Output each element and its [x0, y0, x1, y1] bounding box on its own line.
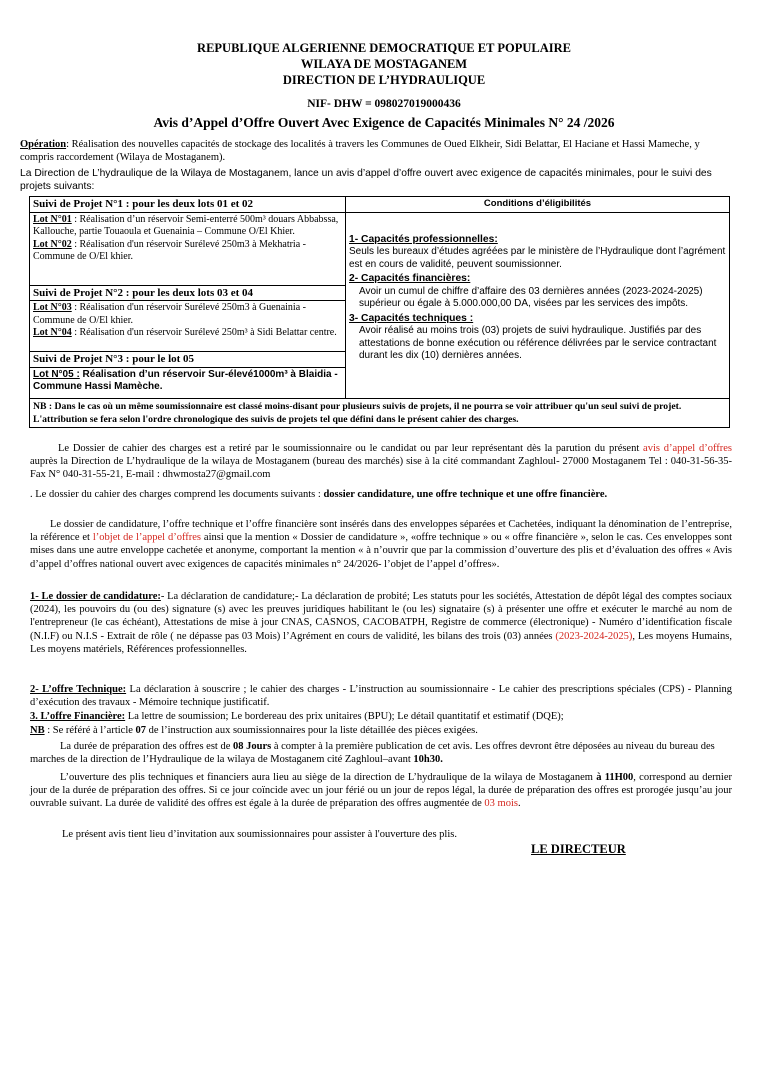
paragraph-retrait: [30, 442, 732, 482]
section-offre-financiere: [30, 710, 732, 723]
paragraph-enveloppes: [30, 518, 732, 571]
p4-text-a: La durée de préparation des offres est de: [60, 741, 233, 752]
p5-red-months: 03 mois: [484, 798, 518, 810]
operation-paragraph: [20, 138, 732, 164]
p1-text-b: auprès la Direction de L’hydraulique de la wilaya de Mostaganem (bureau des marchés) sise à la cité commandant Zaghloul- 27000 Mostaganem Tel : 040-31-56-35- Fax N° 040-31-55-21, E-mail : dhwmosta27@gmail.com: [30, 456, 732, 481]
suivi2-lots: [30, 301, 346, 352]
p4-bold-hour: 10h30.: [413, 754, 443, 766]
s2-label: 2- L’offre Technique:: [30, 684, 127, 695]
p4-bold-days: 08 Jours: [232, 741, 272, 752]
page-title: Avis d’Appel d’Offre Ouvert Avec Exigence de Capacités Minimales N° 24 /2026: [153, 115, 615, 130]
s1-text-b: , Les moyens Humains, Les moyens matériels, Références professionnelles.: [30, 630, 732, 655]
paragraph-invitation: Le présent avis tient lieu d’invitation aux soumissionnaires pour assister à l'ouverture des plis.: [62, 829, 457, 840]
intro-paragraph: La Direction de L’hydraulique de la Wilaya de Mostaganem, lance un avis d’appel d’offre ouvert avec exigence de capacités minimales, pour le suivi des projets suivants:: [20, 168, 712, 193]
lot04-text: : Réalisation d'un réservoir Surélevé 250m³ à Sidi Belattar centre.: [71, 327, 337, 338]
section-candidature: [30, 590, 732, 656]
header-direction: DIRECTION DE L’HYDRAULIQUE: [282, 73, 486, 87]
p5-text-c: , correspond au dernier jour de la durée de préparation des offres. Si ce jour coïncide avec un jour férié ou un jour de repos légal, la durée de préparation des offres est prorogée jusqu’au jour ouvrable suivant. La durée de validité des offres est égale à la durée de préparation des offres augmentée de: [30, 772, 732, 810]
s3-label: 3. L’offre Financière:: [30, 711, 126, 722]
nb2-text-a: : Se référé à l’article: [44, 725, 136, 736]
nb2-text-c: de l’instruction aux soumissionnaires pour la liste détaillée des pièces exigées.: [146, 725, 478, 736]
cond3-text: Avoir réalisé au moins trois (03) projets de suivi hydraulique. Justifiés par des attestations de bonne exécution ou référence délivrées par le service contractant durant les dix (10) dernières années.: [359, 325, 717, 361]
cond1-title: 1- Capacités professionnelles:: [349, 233, 498, 245]
p4-text-c: à compter à la première publication de cet avis. Les offres devront être déposées au niveau du bureau des marches de la direction de l’Hydraulique de la wilaya de Mostaganem cité Zaghloul–avant: [30, 741, 715, 766]
cond3-title: 3- Capacités techniques :: [349, 312, 474, 324]
paragraph-ouverture: [30, 771, 732, 811]
conditions-header: Conditions d’éligibilités: [346, 197, 730, 213]
nb2-article-number: 07: [135, 725, 147, 736]
operation-label: Opération: [20, 139, 67, 150]
cond2-text: Avoir un cumul de chiffre d’affaire des 03 dernières années (2023-2024-2025) supérieur ou égale à 5.000.000,00 DA, visées par les services des impôts.: [359, 285, 703, 309]
section-offre-technique: [30, 683, 732, 709]
signature-directeur: LE DIRECTEUR: [531, 842, 626, 856]
suivi1-title: Suivi de Projet N°1 : pour les deux lots 01 et 02: [30, 197, 346, 213]
p3-text-b: ainsi que la mention « Dossier de candidature », «offre technique » ou « offre financière », selon le cas. Ces enveloppes sont mises dans une autre enveloppe cachetée et anonyme, comportant la mention « à n’ouvrir que par la commission d’ouverture des plis et d’évaluation des offres « Avis d’appel d’offres national ouvert avec exigences de capacités minimales n° 24/2026- l’objet de l’appel d’offres».: [30, 532, 733, 570]
suivi3-title: Suivi de Projet N°3 : pour le lot 05: [30, 352, 346, 368]
paragraph-documents: [30, 488, 732, 501]
p5-text-a: L’ouverture des plis techniques et financiers aura lieu au siège de la direction de L’hydraulique de la wilaya de Mostaganem: [60, 772, 597, 783]
p2-bold-text: dossier candidature, une offre technique et une offre financière.: [323, 489, 608, 500]
p1-red-text: avis d’appel d’offres: [643, 443, 732, 454]
lot01-text: : Réalisation d’un réservoir Semi-enterré 500m³ douars Abbabssa, Kallouche, partie Touaoula et Guenainia – Commune O/El Khier.: [33, 213, 339, 237]
paragraph-duree: [30, 740, 732, 766]
s2-text: La déclaration à souscrire ; le cahier des charges - L’instruction au soumissionnaire - Le cahier des prescriptions spéciales (CPS) - Planning d’exécution des travaux - Mémoire technique justificatif.: [30, 684, 733, 709]
nb-article-note: [30, 724, 732, 737]
p1-text-a: Le Dossier de cahier des charges est a retiré par le soumissionnaire ou le candidat ou par leur représentant dès la parution du présent: [58, 443, 644, 454]
p3-text-a: Le dossier de candidature, l’offre technique et l’offre financière sont insérés dans des enveloppes séparées et Cachetées, indiquant la dénomination de l’entreprise, la référence et: [30, 519, 732, 544]
lot03-text: : Réalisation d'un réservoir Surélevé 250m3 à Guenainia - Commune de O/El khier.: [33, 302, 306, 326]
lot03-label: Lot N°03: [33, 302, 72, 313]
eligibility-conditions: [346, 212, 730, 398]
cond1-text: Seuls les bureaux d’études agréées par le ministère de l’Hydraulique dont l’agrément est en cours de validité, peuvent soumissionner.: [349, 246, 726, 270]
table-nb-note: NB : Dans le cas où un même soumissionnaire est classé moins-disant pour plusieurs suivis de projets, il ne pourra se voir attribuer qu'un seul suivi de projet. L'attribution se fera selon l'ordre chronologique des suivis de projets tel que défini dans le présent cahier des charges.: [30, 398, 730, 427]
suivi2-title: Suivi de Projet N°2 : pour les deux lots 03 et 04: [30, 285, 346, 301]
p5-text-d: .: [517, 798, 521, 810]
p3-red-text: l’objet de l’appel d’offres: [92, 532, 202, 544]
suivi1-lots: [30, 212, 346, 285]
nb2-label: NB: [30, 725, 45, 736]
lot04-label: Lot N°04: [33, 327, 72, 338]
projects-table: [29, 196, 730, 428]
lot05-label: Lot N°05 :: [33, 368, 80, 380]
suivi3-lots: [30, 367, 346, 398]
s1-label: 1- Le dossier de candidature:: [30, 591, 161, 602]
cond2-title: 2- Capacités financières:: [349, 273, 471, 284]
lot01-label: Lot N°01: [33, 213, 72, 225]
p2-text: . Le dossier du cahier des charges comprend les documents suivants :: [30, 489, 324, 500]
header-wilaya: WILAYA DE MOSTAGANEM: [300, 57, 468, 71]
header-nif: NIF- DHW = 098027019000436: [307, 98, 461, 110]
lot02-label: Lot N°02: [33, 238, 72, 250]
s1-text-a: - La déclaration de candidature;- La déclaration de probité; Les statuts pour les sociétés, Attestation de dépôt légal des comptes sociaux (2024), les pouvoirs du (ou des) signature (s) avec les preuves juridiques habilitant le (ou les) signataire (s) à présenter une offre et exécuter le marché au nom de l'entrepreneur (le cas échéant), Attestations de mise à jour CNAS, CASNOS, CACOBATPH, Registre de commerce (électronique) - Numéro d’identification fiscale (N.I.F) ou N.I.S - Extrait de rôle ( ne dépasse pas 03 Mois) l’Agrément en cours de validité, les bilans des trois (03) années: [30, 591, 732, 642]
lot05-text: Réalisation d’un réservoir Sur-élevé1000m³ à Blaidia - Commune Hassi Mamèche.: [33, 368, 338, 392]
lot02-text: : Réalisation d'un réservoir Surélevé 250m3 à Mekhatria - Commune de O/El khier.: [33, 238, 306, 262]
operation-text: : Réalisation des nouvelles capacités de stockage des localités à travers les Communes de Oued Elkheir, Sidi Belattar, El Haciane et Hassi Mameche, y compris raccordement (Wilaya de Mostaganem).: [20, 139, 700, 164]
s1-red-text: (2023-2024-2025): [555, 630, 633, 642]
header-republic: REPUBLIQUE ALGERIENNE DEMOCRATIQUE ET POPULAIRE: [197, 41, 571, 55]
s3-text: La lettre de soumission; Le bordereau des prix unitaires (BPU); Le détail quantitatif et estimatif (DQE);: [125, 711, 564, 722]
p5-bold-hour: à 11H00: [596, 772, 634, 783]
